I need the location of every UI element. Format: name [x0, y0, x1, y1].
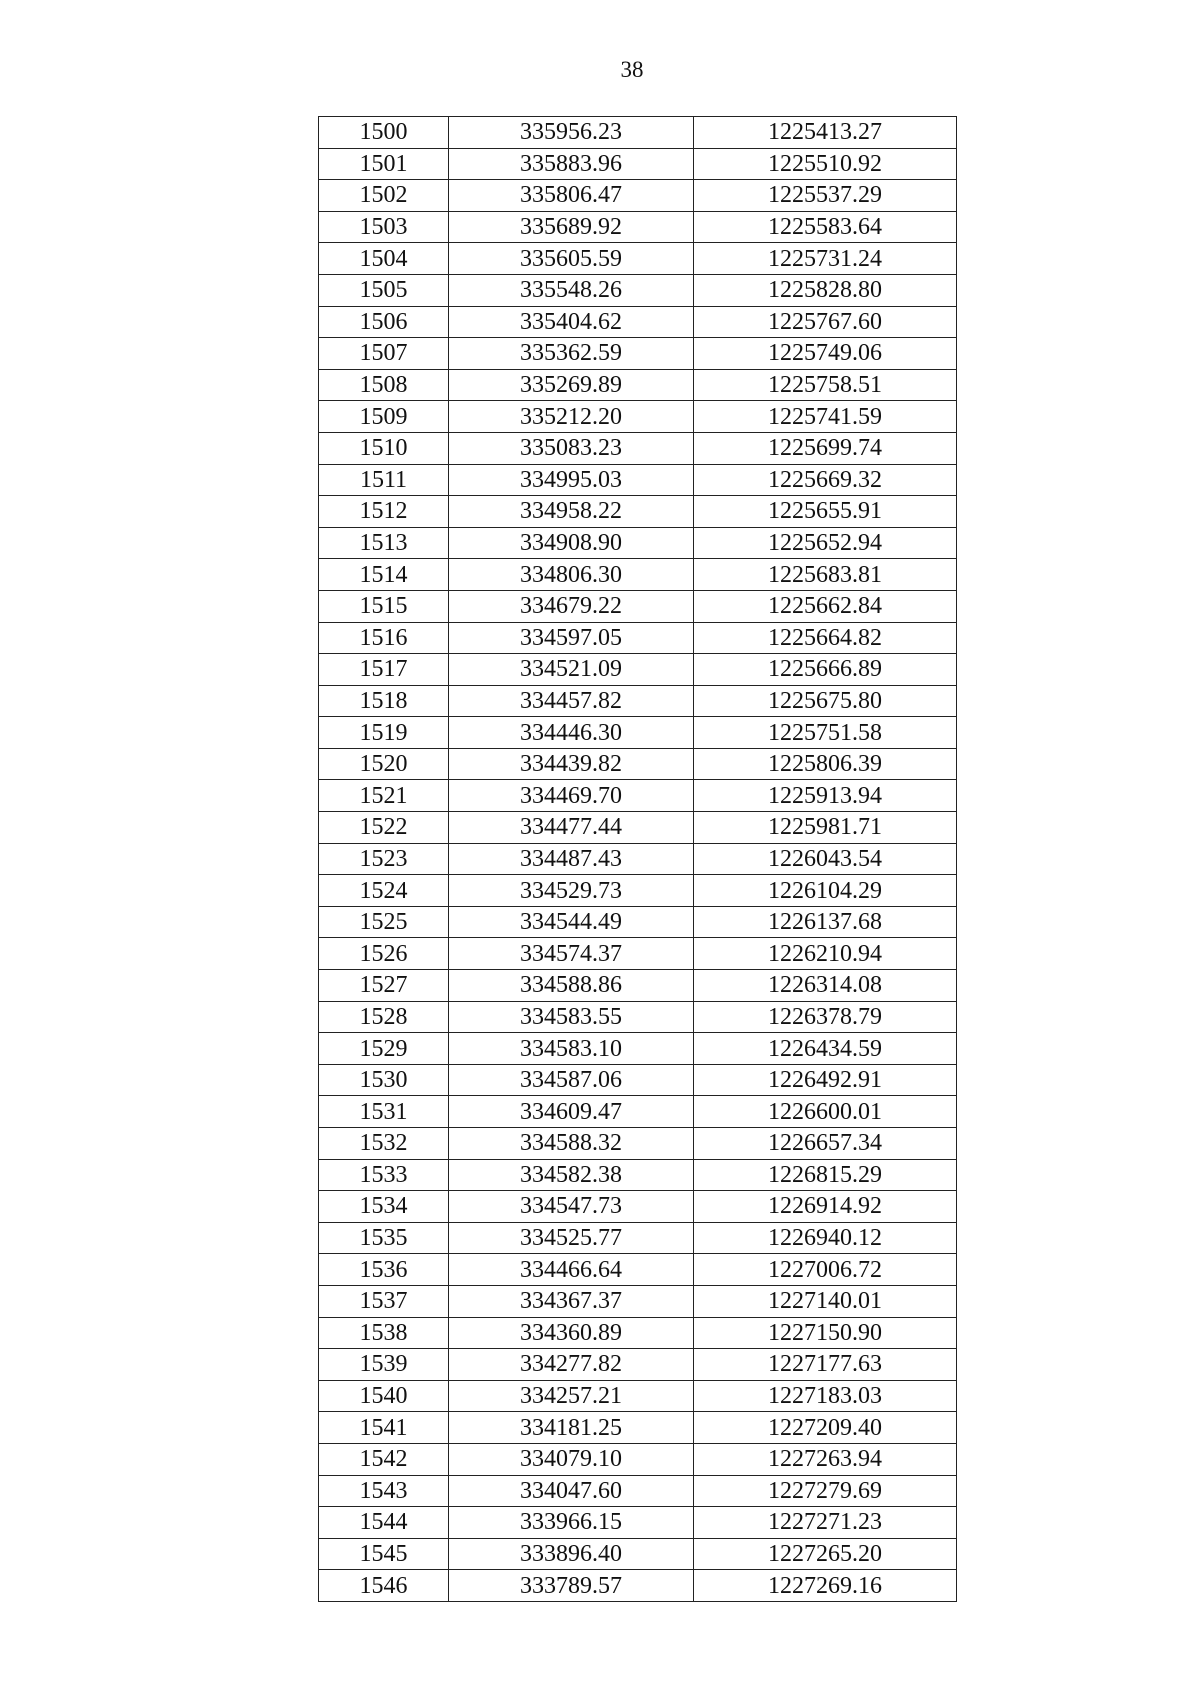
point-number-cell: 1530: [319, 1064, 449, 1096]
x-coordinate-cell: 334908.90: [449, 527, 694, 559]
y-coordinate-cell: 1225683.81: [694, 559, 957, 591]
x-coordinate-cell: 333896.40: [449, 1538, 694, 1570]
point-number-cell: 1511: [319, 464, 449, 496]
table-row: [319, 496, 957, 528]
y-coordinate-cell: 1227006.72: [694, 1254, 957, 1286]
y-coordinate-cell: 1225583.64: [694, 211, 957, 243]
point-number-cell: 1508: [319, 369, 449, 401]
x-coordinate-cell: 334995.03: [449, 464, 694, 496]
point-number-cell: 1519: [319, 717, 449, 749]
y-coordinate-cell: 1227150.90: [694, 1317, 957, 1349]
y-coordinate-cell: 1225828.80: [694, 274, 957, 306]
y-coordinate-cell: 1226314.08: [694, 970, 957, 1002]
x-coordinate-cell: 334525.77: [449, 1222, 694, 1254]
table-row: [319, 970, 957, 1002]
point-number-cell: 1533: [319, 1159, 449, 1191]
table-row: [319, 1254, 957, 1286]
y-coordinate-cell: 1225751.58: [694, 717, 957, 749]
x-coordinate-cell: 334360.89: [449, 1317, 694, 1349]
point-number-cell: 1541: [319, 1412, 449, 1444]
point-number-cell: 1512: [319, 496, 449, 528]
y-coordinate-cell: 1226104.29: [694, 875, 957, 907]
table-row: [319, 432, 957, 464]
y-coordinate-cell: 1225537.29: [694, 180, 957, 212]
x-coordinate-cell: 334446.30: [449, 717, 694, 749]
table-row: [319, 938, 957, 970]
x-coordinate-cell: 335605.59: [449, 243, 694, 275]
table-row: [319, 338, 957, 370]
table-row: [319, 1128, 957, 1160]
x-coordinate-cell: 334588.86: [449, 970, 694, 1002]
coordinates-table-body: [319, 117, 957, 1602]
y-coordinate-cell: 1225664.82: [694, 622, 957, 654]
table-row: [319, 590, 957, 622]
x-coordinate-cell: 334469.70: [449, 780, 694, 812]
table-row: [319, 401, 957, 433]
table-row: [319, 117, 957, 149]
point-number-cell: 1536: [319, 1254, 449, 1286]
y-coordinate-cell: 1227271.23: [694, 1507, 957, 1539]
y-coordinate-cell: 1226940.12: [694, 1222, 957, 1254]
x-coordinate-cell: 334457.82: [449, 685, 694, 717]
point-number-cell: 1531: [319, 1096, 449, 1128]
point-number-cell: 1504: [319, 243, 449, 275]
y-coordinate-cell: 1227269.16: [694, 1570, 957, 1602]
table-row: [319, 622, 957, 654]
table-row: [319, 1475, 957, 1507]
table-row: [319, 1033, 957, 1065]
x-coordinate-cell: 334588.32: [449, 1128, 694, 1160]
x-coordinate-cell: 334597.05: [449, 622, 694, 654]
y-coordinate-cell: 1225981.71: [694, 812, 957, 844]
y-coordinate-cell: 1227209.40: [694, 1412, 957, 1444]
x-coordinate-cell: 334547.73: [449, 1191, 694, 1223]
point-number-cell: 1527: [319, 970, 449, 1002]
table-row: [319, 369, 957, 401]
y-coordinate-cell: 1225413.27: [694, 117, 957, 149]
point-number-cell: 1542: [319, 1443, 449, 1475]
x-coordinate-cell: 334079.10: [449, 1443, 694, 1475]
x-coordinate-cell: 335404.62: [449, 306, 694, 338]
table-row: [319, 1317, 957, 1349]
x-coordinate-cell: 334439.82: [449, 748, 694, 780]
x-coordinate-cell: 334574.37: [449, 938, 694, 970]
table-row: [319, 559, 957, 591]
point-number-cell: 1524: [319, 875, 449, 907]
y-coordinate-cell: 1225913.94: [694, 780, 957, 812]
table-row: [319, 1191, 957, 1223]
y-coordinate-cell: 1225806.39: [694, 748, 957, 780]
y-coordinate-cell: 1226378.79: [694, 1001, 957, 1033]
x-coordinate-cell: 335212.20: [449, 401, 694, 433]
y-coordinate-cell: 1225666.89: [694, 654, 957, 686]
y-coordinate-cell: 1227177.63: [694, 1349, 957, 1381]
table-row: [319, 180, 957, 212]
y-coordinate-cell: 1225758.51: [694, 369, 957, 401]
x-coordinate-cell: 335883.96: [449, 148, 694, 180]
point-number-cell: 1510: [319, 432, 449, 464]
y-coordinate-cell: 1225675.80: [694, 685, 957, 717]
point-number-cell: 1534: [319, 1191, 449, 1223]
point-number-cell: 1532: [319, 1128, 449, 1160]
point-number-cell: 1535: [319, 1222, 449, 1254]
x-coordinate-cell: 334679.22: [449, 590, 694, 622]
x-coordinate-cell: 334544.49: [449, 906, 694, 938]
x-coordinate-cell: 335362.59: [449, 338, 694, 370]
table-row: [319, 274, 957, 306]
point-number-cell: 1518: [319, 685, 449, 717]
x-coordinate-cell: 334958.22: [449, 496, 694, 528]
y-coordinate-cell: 1227263.94: [694, 1443, 957, 1475]
table-row: [319, 654, 957, 686]
y-coordinate-cell: 1226137.68: [694, 906, 957, 938]
point-number-cell: 1514: [319, 559, 449, 591]
table-row: [319, 717, 957, 749]
y-coordinate-cell: 1226600.01: [694, 1096, 957, 1128]
x-coordinate-cell: 334806.30: [449, 559, 694, 591]
table-row: [319, 812, 957, 844]
point-number-cell: 1539: [319, 1349, 449, 1381]
x-coordinate-cell: 334587.06: [449, 1064, 694, 1096]
y-coordinate-cell: 1227265.20: [694, 1538, 957, 1570]
y-coordinate-cell: 1227279.69: [694, 1475, 957, 1507]
x-coordinate-cell: 335083.23: [449, 432, 694, 464]
x-coordinate-cell: 335548.26: [449, 274, 694, 306]
y-coordinate-cell: 1225652.94: [694, 527, 957, 559]
table-row: [319, 780, 957, 812]
x-coordinate-cell: 335269.89: [449, 369, 694, 401]
x-coordinate-cell: 334477.44: [449, 812, 694, 844]
point-number-cell: 1528: [319, 1001, 449, 1033]
point-number-cell: 1503: [319, 211, 449, 243]
point-number-cell: 1513: [319, 527, 449, 559]
x-coordinate-cell: 333966.15: [449, 1507, 694, 1539]
x-coordinate-cell: 334582.38: [449, 1159, 694, 1191]
x-coordinate-cell: 333789.57: [449, 1570, 694, 1602]
table-row: [319, 306, 957, 338]
y-coordinate-cell: 1225655.91: [694, 496, 957, 528]
y-coordinate-cell: 1225669.32: [694, 464, 957, 496]
point-number-cell: 1521: [319, 780, 449, 812]
table-row: [319, 1380, 957, 1412]
table-row: [319, 1285, 957, 1317]
y-coordinate-cell: 1227183.03: [694, 1380, 957, 1412]
x-coordinate-cell: 334257.21: [449, 1380, 694, 1412]
point-number-cell: 1507: [319, 338, 449, 370]
table-row: [319, 1159, 957, 1191]
y-coordinate-cell: 1226492.91: [694, 1064, 957, 1096]
x-coordinate-cell: 334609.47: [449, 1096, 694, 1128]
table-row: [319, 464, 957, 496]
table-row: [319, 211, 957, 243]
point-number-cell: 1505: [319, 274, 449, 306]
point-number-cell: 1509: [319, 401, 449, 433]
y-coordinate-cell: 1226210.94: [694, 938, 957, 970]
y-coordinate-cell: 1227140.01: [694, 1285, 957, 1317]
point-number-cell: 1515: [319, 590, 449, 622]
point-number-cell: 1500: [319, 117, 449, 149]
table-row: [319, 1064, 957, 1096]
table-row: [319, 748, 957, 780]
table-row: [319, 148, 957, 180]
table-row: [319, 875, 957, 907]
x-coordinate-cell: 335689.92: [449, 211, 694, 243]
y-coordinate-cell: 1226914.92: [694, 1191, 957, 1223]
x-coordinate-cell: 334583.55: [449, 1001, 694, 1033]
table-row: [319, 1222, 957, 1254]
point-number-cell: 1516: [319, 622, 449, 654]
point-number-cell: 1544: [319, 1507, 449, 1539]
table-row: [319, 1570, 957, 1602]
y-coordinate-cell: 1226043.54: [694, 843, 957, 875]
x-coordinate-cell: 334047.60: [449, 1475, 694, 1507]
x-coordinate-cell: 334583.10: [449, 1033, 694, 1065]
x-coordinate-cell: 335806.47: [449, 180, 694, 212]
table-row: [319, 1001, 957, 1033]
table-row: [319, 1349, 957, 1381]
x-coordinate-cell: 335956.23: [449, 117, 694, 149]
table-row: [319, 1507, 957, 1539]
point-number-cell: 1520: [319, 748, 449, 780]
table-row: [319, 843, 957, 875]
point-number-cell: 1540: [319, 1380, 449, 1412]
x-coordinate-cell: 334367.37: [449, 1285, 694, 1317]
table-row: [319, 243, 957, 275]
x-coordinate-cell: 334277.82: [449, 1349, 694, 1381]
point-number-cell: 1501: [319, 148, 449, 180]
table-row: [319, 1538, 957, 1570]
x-coordinate-cell: 334521.09: [449, 654, 694, 686]
x-coordinate-cell: 334487.43: [449, 843, 694, 875]
point-number-cell: 1545: [319, 1538, 449, 1570]
y-coordinate-cell: 1225731.24: [694, 243, 957, 275]
coordinates-table: [318, 116, 957, 1602]
table-row: [319, 1443, 957, 1475]
y-coordinate-cell: 1226815.29: [694, 1159, 957, 1191]
x-coordinate-cell: 334181.25: [449, 1412, 694, 1444]
point-number-cell: 1543: [319, 1475, 449, 1507]
point-number-cell: 1529: [319, 1033, 449, 1065]
x-coordinate-cell: 334529.73: [449, 875, 694, 907]
table-row: [319, 906, 957, 938]
table-row: [319, 527, 957, 559]
point-number-cell: 1538: [319, 1317, 449, 1349]
y-coordinate-cell: 1226434.59: [694, 1033, 957, 1065]
y-coordinate-cell: 1225510.92: [694, 148, 957, 180]
x-coordinate-cell: 334466.64: [449, 1254, 694, 1286]
point-number-cell: 1546: [319, 1570, 449, 1602]
point-number-cell: 1523: [319, 843, 449, 875]
y-coordinate-cell: 1225741.59: [694, 401, 957, 433]
point-number-cell: 1506: [319, 306, 449, 338]
point-number-cell: 1525: [319, 906, 449, 938]
page-number: 38: [620, 57, 644, 82]
point-number-cell: 1517: [319, 654, 449, 686]
y-coordinate-cell: 1226657.34: [694, 1128, 957, 1160]
table-row: [319, 685, 957, 717]
y-coordinate-cell: 1225767.60: [694, 306, 957, 338]
table-row: [319, 1096, 957, 1128]
point-number-cell: 1502: [319, 180, 449, 212]
table-row: [319, 1412, 957, 1444]
y-coordinate-cell: 1225699.74: [694, 432, 957, 464]
point-number-cell: 1522: [319, 812, 449, 844]
point-number-cell: 1526: [319, 938, 449, 970]
point-number-cell: 1537: [319, 1285, 449, 1317]
y-coordinate-cell: 1225662.84: [694, 590, 957, 622]
y-coordinate-cell: 1225749.06: [694, 338, 957, 370]
